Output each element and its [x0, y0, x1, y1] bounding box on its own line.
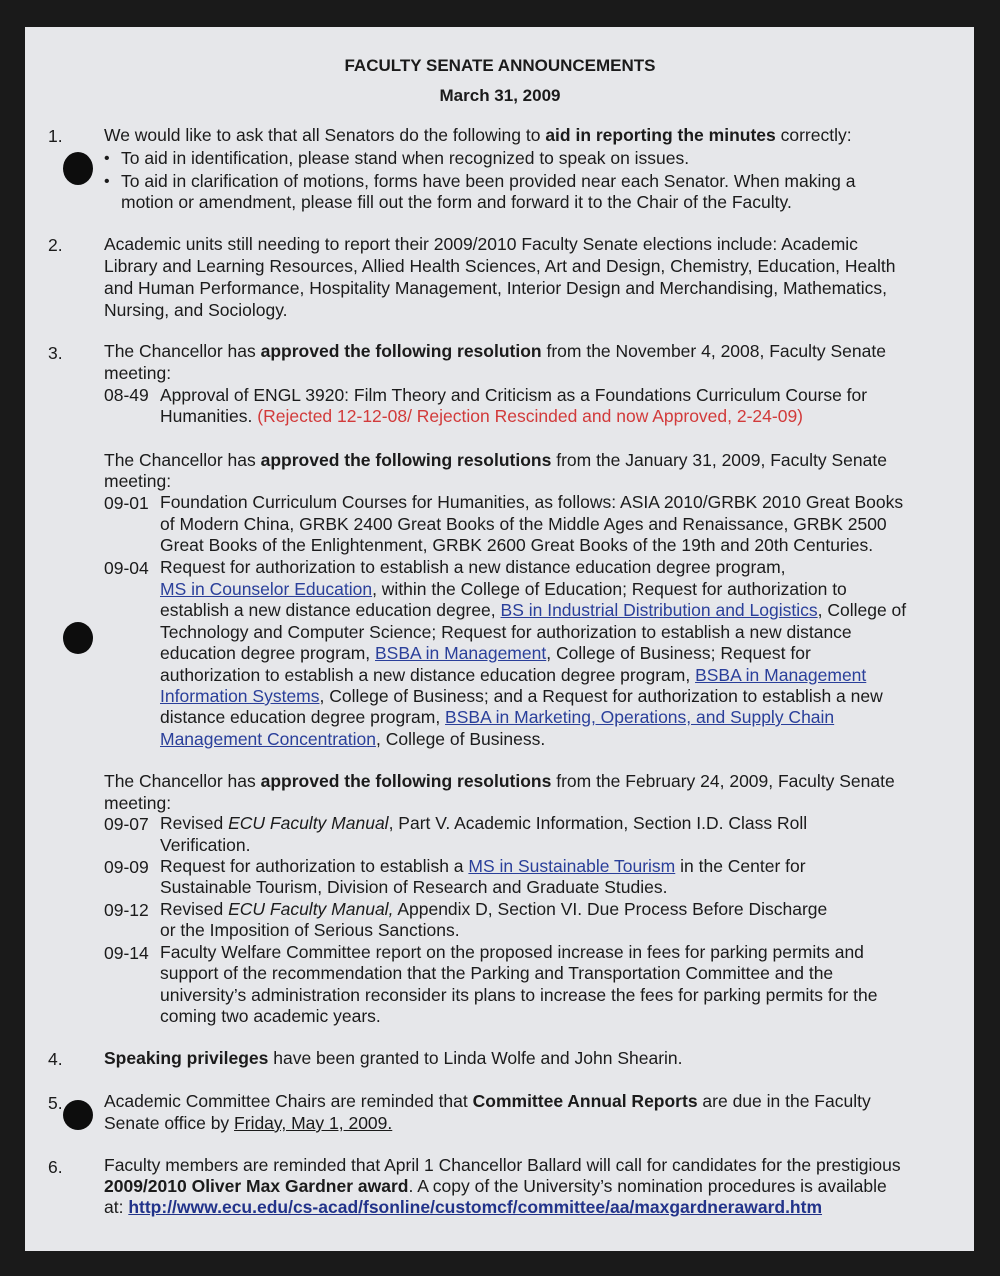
punch-hole-bottom [63, 1100, 93, 1130]
link-bsba-mis-cont[interactable]: Information Systems [160, 686, 320, 706]
resolution-code: 09-12 [104, 900, 149, 920]
item-6-text-cont: 2009/2010 Oliver Max Gardner award. A copy of the University’s nomination procedures is available [104, 1176, 887, 1196]
punch-hole-top [63, 152, 93, 185]
due-date: Friday, May 1, 2009. [234, 1113, 393, 1133]
document-date: March 31, 2009 [439, 86, 561, 105]
bullet: • [104, 150, 110, 167]
item-number: 3. [48, 343, 63, 363]
resolution-code: 09-01 [104, 493, 149, 513]
item-2-line: Academic units still needing to report their 2009/2010 Faculty Senate elections include: Academic [104, 234, 858, 254]
resolution-0914-line: coming two academic years. [160, 1006, 381, 1026]
item-5-text: Academic Committee Chairs are reminded that Committee Annual Reports are due in the Faculty [104, 1091, 871, 1111]
resolution-0907-cont: Verification. [160, 835, 251, 855]
item-3-intro-2: The Chancellor has approved the following resolutions from the January 31, 2009, Faculty Senate [104, 450, 887, 470]
rescinded-note: (Rejected 12-12-08/ Rejection Rescinded and now Approved, 2-24-09) [257, 406, 804, 426]
item-6-url-line: at: http://www.ecu.edu/cs-acad/fsonline/customcf/committee/aa/maxgardneraward.htm [104, 1197, 823, 1217]
item-6-text: Faculty members are reminded that April 1 Chancellor Ballard will call for candidates for the prestigious [104, 1155, 901, 1175]
item-2-line: Library and Learning Resources, Allied Health Sciences, Art and Design, Chemistry, Education, Health [104, 256, 896, 276]
item-2-line: Nursing, and Sociology. [104, 300, 288, 320]
item-1-bullet-2: To aid in clarification of motions, forms have been provided near each Senator. When making a [121, 171, 856, 191]
resolution-0909: Request for authorization to establish a MS in Sustainable Tourism in the Center for [160, 856, 806, 876]
item-3-intro-3: The Chancellor has approved the following resolutions from the February 24, 2009, Faculty Senate [104, 771, 895, 791]
resolution-code: 09-14 [104, 943, 149, 963]
resolution-0904-line: Technology and Computer Science; Request for authorization to establish a new distance [160, 622, 852, 642]
meeting-label: meeting: [104, 793, 172, 813]
resolution-0904-line: distance education degree program, BSBA in Marketing, Operations, and Supply Chain [160, 707, 835, 727]
item-5-text-cont: Senate office by Friday, May 1, 2009. [104, 1113, 393, 1133]
link-ms-sustainable-tourism[interactable]: MS in Sustainable Tourism [468, 856, 676, 876]
link-bsba-management[interactable]: BSBA in Management [375, 643, 547, 663]
resolution-0914-line: support of the recommendation that the Parking and Transportation Committee and the [160, 963, 834, 983]
resolution-0907: Revised ECU Faculty Manual, Part V. Academic Information, Section I.D. Class Roll [160, 813, 808, 833]
resolution-0901-line: of Modern China, GRBK 2400 Great Books of the Middle Ages and Renaissance, GRBK 2500 [160, 514, 887, 534]
item-4-text: Speaking privileges have been granted to Linda Wolfe and John Shearin. [104, 1048, 683, 1068]
item-number: 4. [48, 1049, 63, 1069]
resolution-0901-line: Great Books of the Enlightenment, GRBK 2600 Great Books of the 19th and 20th Centuries. [160, 535, 874, 555]
item-number: 2. [48, 235, 63, 255]
link-bsba-mis[interactable]: BSBA in Management [695, 665, 867, 685]
item-number: 6. [48, 1157, 63, 1177]
resolution-code: 09-07 [104, 814, 149, 834]
resolution-0914-line: university’s administration reconsider its plans to increase the fees for parking permits for the [160, 985, 878, 1005]
document-title: FACULTY SENATE ANNOUNCEMENTS [344, 56, 656, 75]
resolution-0901-line: Foundation Curriculum Courses for Humanities, as follows: ASIA 2010/GRBK 2010 Great Books [160, 492, 904, 512]
resolution-0909-cont: Sustainable Tourism, Division of Research and Graduate Studies. [160, 877, 668, 897]
punch-hole-middle [63, 622, 93, 654]
resolution-0904-line: education degree program, BSBA in Management, College of Business; Request for [160, 643, 811, 663]
item-2-line: and Human Performance, Hospitality Management, Interior Design and Merchandising, Mathematics, [104, 278, 888, 298]
item-1-bullet-1: To aid in identification, please stand when recognized to speak on issues. [121, 148, 690, 168]
meeting-label: meeting: [104, 471, 172, 491]
item-number: 1. [48, 126, 63, 146]
link-bsba-marketing-cont[interactable]: Management Concentration [160, 729, 376, 749]
item-1-bullet-2-cont: motion or amendment, please fill out the form and forward it to the Chair of the Faculty. [121, 192, 792, 212]
resolution-0904-line: authorization to establish a new distance education degree program, BSBA in Management [160, 665, 867, 685]
resolution-0904-line: Information Systems, College of Business; and a Request for authorization to establish a new [160, 686, 883, 706]
resolution-code: 09-09 [104, 857, 149, 877]
resolution-0912-cont: or the Imposition of Serious Sanctions. [160, 920, 460, 940]
link-bs-industrial-distribution[interactable]: BS in Industrial Distribution and Logistics [500, 600, 818, 620]
resolution-0912: Revised ECU Faculty Manual, Appendix D, Section VI. Due Process Before Discharge [160, 899, 828, 919]
resolution-0904-line: establish a new distance education degree, BS in Industrial Distribution and Logistics, College of [160, 600, 907, 620]
resolution-0849: Approval of ENGL 3920: Film Theory and Criticism as a Foundations Curriculum Course for [160, 385, 868, 405]
link-maxgardner-award[interactable]: http://www.ecu.edu/cs-acad/fsonline/customcf/committee/aa/maxgardneraward.htm [128, 1197, 823, 1217]
resolution-0904-line: MS in Counselor Education, within the College of Education; Request for authorization to [160, 579, 847, 599]
item-3-intro-1: The Chancellor has approved the following resolution from the November 4, 2008, Faculty Senate [104, 341, 886, 361]
bullet: • [104, 173, 110, 190]
item-1-text: We would like to ask that all Senators do the following to aid in reporting the minutes correctly: [104, 125, 852, 145]
link-ms-counselor-education[interactable]: MS in Counselor Education [160, 579, 373, 599]
meeting-label: meeting: [104, 363, 172, 383]
resolution-0914-line: Faculty Welfare Committee report on the proposed increase in fees for parking permits and [160, 942, 864, 962]
resolution-0904-line: Request for authorization to establish a new distance education degree program, [160, 557, 786, 577]
link-bsba-marketing[interactable]: BSBA in Marketing, Operations, and Supply Chain [445, 707, 835, 727]
resolution-0849-cont: Humanities. (Rejected 12-12-08/ Rejection Rescinded and now Approved, 2-24-09) [160, 406, 804, 426]
resolution-0904-line: Management Concentration, College of Business. [160, 729, 546, 749]
resolution-code: 08-49 [104, 385, 149, 405]
resolution-code: 09-04 [104, 558, 149, 578]
item-number: 5. [48, 1093, 63, 1113]
